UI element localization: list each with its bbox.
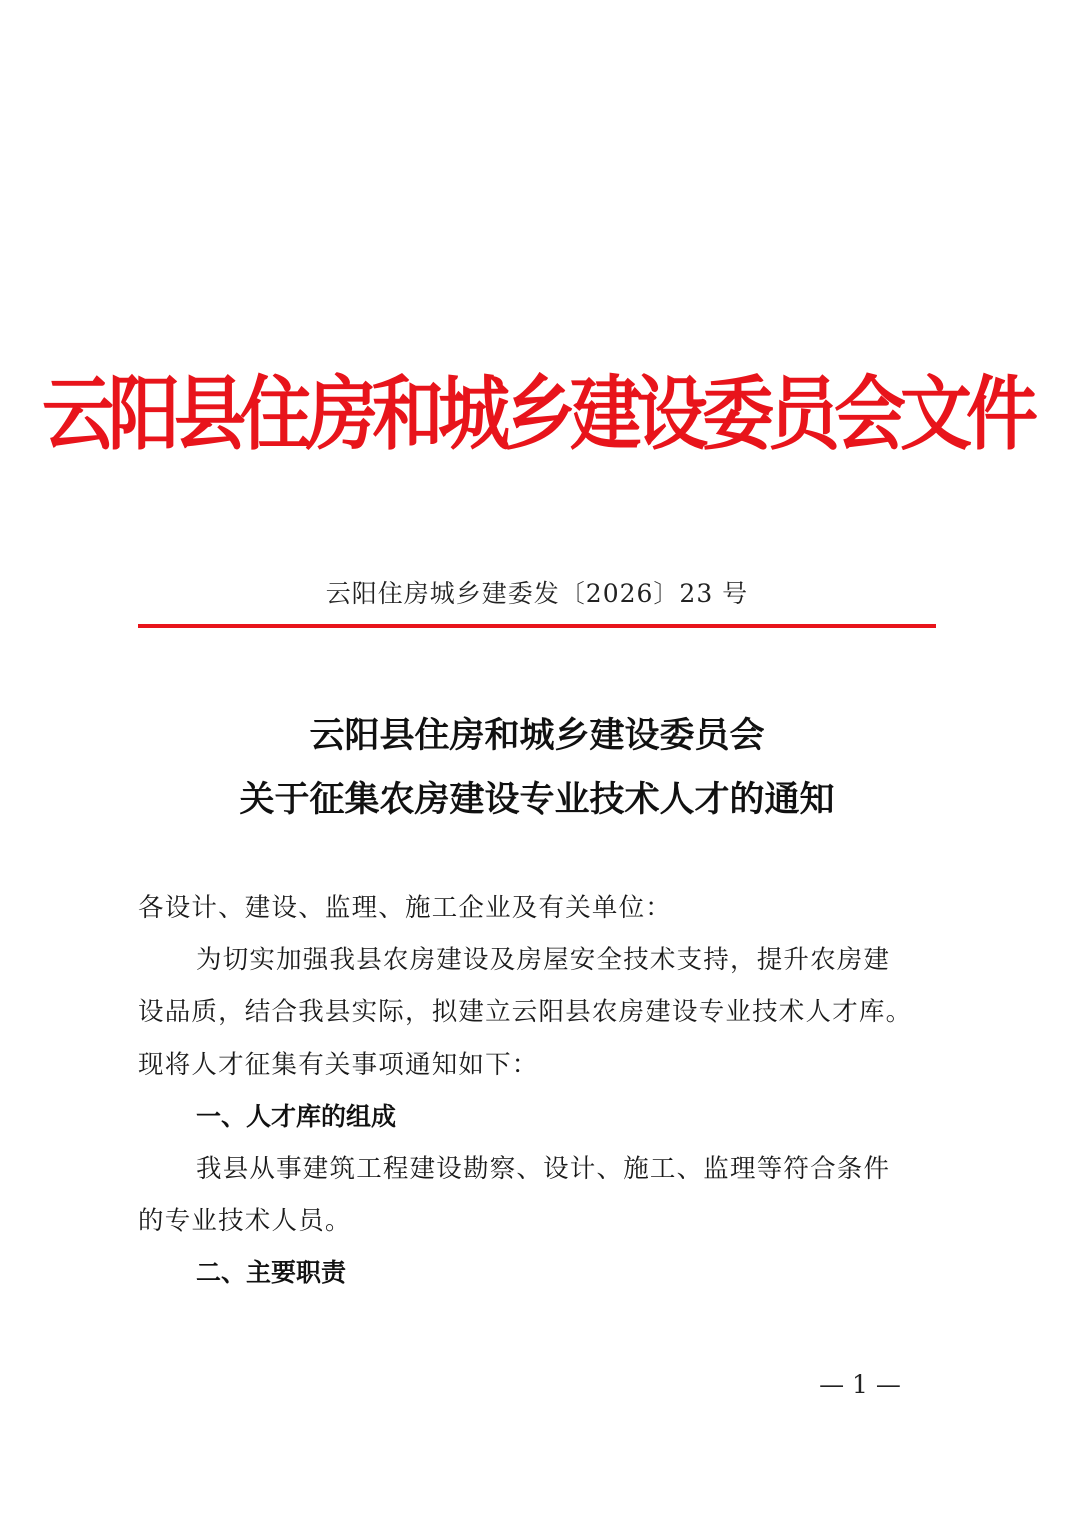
red-separator-line xyxy=(138,624,936,628)
document-title-line-2: 关于征集农房建设专业技术人才的通知 xyxy=(239,779,835,820)
paragraph-1-line-2: 设品质，结合我县实际，拟建立云阳县农房建设专业技术人才库。 xyxy=(138,997,913,1027)
page-number: — 1 — xyxy=(819,1370,901,1399)
paragraph-1-line-3: 现将人才征集有关事项通知如下： xyxy=(138,1050,539,1080)
section-2-heading: 二、主要职责 xyxy=(196,1258,347,1287)
paragraph-1-line-1: 为切实加强我县农房建设及房屋安全技术支持，提升农房建 xyxy=(196,945,891,975)
document-title-line-1: 云阳县住房和城乡建设委员会 xyxy=(309,715,765,756)
section-1-line-1: 我县从事建筑工程建设勘察、设计、施工、监理等符合条件 xyxy=(196,1154,891,1184)
document-number: 云阳住房城乡建委发〔2026〕23 号 xyxy=(325,579,749,608)
salutation: 各设计、建设、监理、施工企业及有关单位： xyxy=(138,893,673,923)
document-masthead: 云阳县住房和城乡建设委员会文件 xyxy=(41,366,1032,461)
section-1-line-2: 的专业技术人员。 xyxy=(138,1206,352,1236)
section-1-heading: 一、人才库的组成 xyxy=(196,1102,397,1131)
